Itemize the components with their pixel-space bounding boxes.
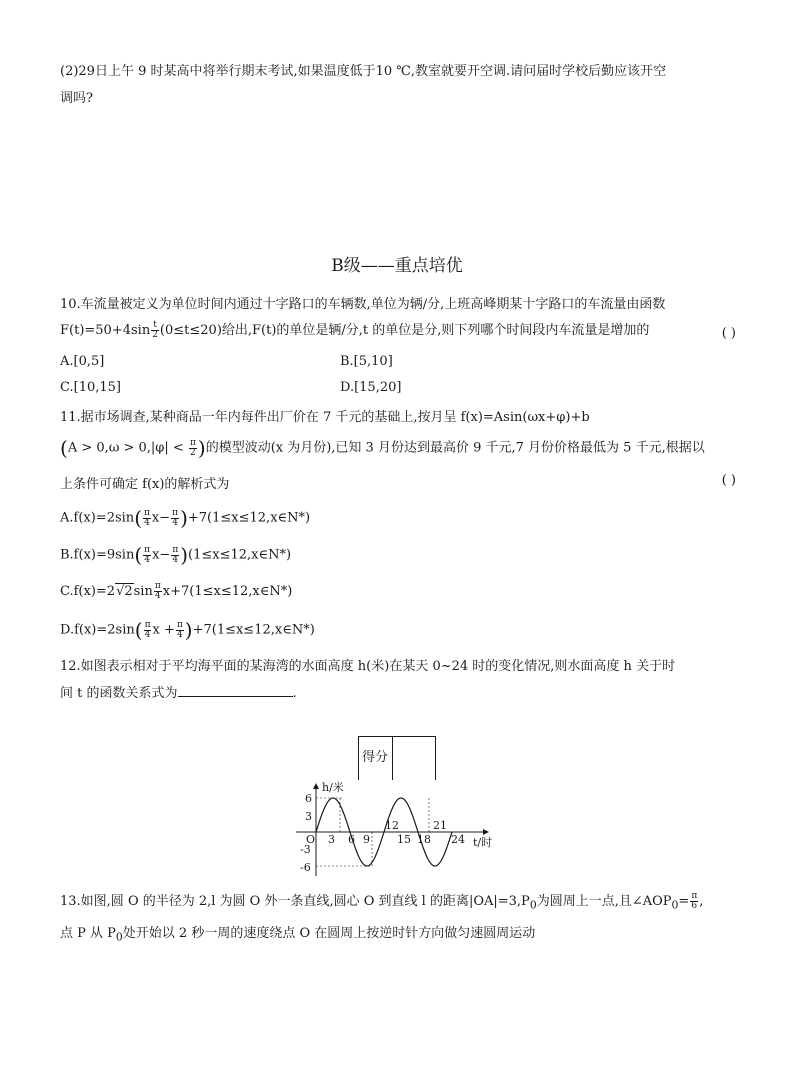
q11-line1: 11.据市场调查,某种商品一年内每件出厂价在 7 千元的基础上,按月呈 f(x)=Asin(ωx+φ)+b [60,410,590,425]
q10-formula-prefix: F(t)=50+4sin [60,323,151,338]
x-tick-15: 15 [397,833,411,846]
origin-label: O [306,833,316,846]
x-tick-6: 6 [348,833,355,846]
y-tick-neg6: -6 [300,861,311,874]
q11-answer-paren: ( ) [721,473,736,488]
q11-line3: 上条件可确定 f(x)的解析式为 [60,477,230,492]
q9-2-line2: 调吗? [60,91,93,106]
q11-option-a: A.f(x)=2sin( $\frac{\pi}{4}$ x− $\frac{\pi}{4}$ )+7(1≤x≤12,x∈N*) [60,506,311,530]
score-label: 得分 [362,750,389,765]
x-tick-12: 12 [385,819,399,832]
y-tick-6: 6 [305,792,312,805]
q10-frac-num: t [151,321,159,331]
tide-graph [290,780,505,880]
q10-option-c: C.[10,15] [60,380,121,395]
q11-line2-rest: 的模型波动(x 为月份),已知 3 月份达到最高价 9 千元,7 月份价格最低为 5 千元,根据以 [205,440,705,456]
q10-frac-den: 2 [152,330,158,340]
x-axis-label: t/时 [473,836,493,849]
q10-line2-rest: (0≤t≤20)给出,F(t)的单位是辆/分,t 的单位是分,则下列哪个时间段内车流量是增加的 [159,323,650,338]
y-tick-3: 3 [305,810,312,823]
q10-answer-paren: ( ) [721,326,736,341]
x-tick-21: 21 [433,819,447,832]
q11-option-b: B.f(x)=9sin( $\frac{\pi}{4}$ x− $\frac{\pi}{4}$ )(1≤x≤12,x∈N*) [60,543,292,567]
q12-line1: 12.如图表示相对于平均海平面的某海湾的水面高度 h(米)在某天 0~24 时的变化情况,则水面高度 h 关于时 [60,659,676,674]
q10-line1: 10.车流量被定义为单位时间内通过十字路口的车辆数,单位为辆/分,上班高峰期某十字路口的车流量由函数 [60,297,666,312]
q10-line2 [60,319,649,340]
q13-line1: 13.如图,圆 O 的半径为 2,l 为圆 O 外一条直线,圆心 O 到直线 l 的距离$|OA|=3,P_0$为圆周上一点,且$\angle AOP_0=$ $\frac{\pi}{6}$ , [60,891,704,912]
q10-option-b: B.[5,10] [340,354,393,369]
y-axis-label: h/米 [322,781,344,794]
q11-line2: (A > 0,ω > 0,|φ| < $\frac{\pi}{2}$ )的模型波动(x 为月份),已知 3 月份达到最高价 9 千元,7 月份价格最低为 5 千元,根据以 [60,436,705,460]
q12-answer-blank[interactable] [178,684,293,697]
score-label-cell [358,736,393,780]
section-heading: B级——重点培优 [331,256,463,276]
x-tick-3: 3 [328,833,335,846]
q11-cond-fraction: $\frac{\pi}{2}$ [189,437,196,458]
score-box [358,736,436,779]
q13-line2: 点 P 从 $P_0$处开始以 2 秒一周的速度绕点 O 在圆周上按逆时针方向做匀速圆周运动 [60,926,536,944]
score-entry-cell[interactable] [392,736,436,780]
x-tick-9: 9 [363,833,370,846]
x-tick-18: 18 [417,833,431,846]
q10-option-a: A.[0,5] [60,354,105,369]
q9-2-line1: (2)29日上午 9 时某高中将举行期末考试,如果温度低于10 ℃,教室就要开空调.请问届时学校后勤应该开空 [60,64,667,79]
x-tick-24: 24 [451,833,465,846]
q10-fraction [151,321,159,340]
y-tick-neg3: -3 [300,843,311,856]
q11-option-d: D.f(x)=2sin( $\frac{\pi}{4}$ x + $\frac{\pi}{4}$ )+7(1≤x≤12,x∈N*) [60,618,315,642]
q11-option-c: C.f(x)=2√2sin $\frac{\pi}{4}$ x+7(1≤x≤12,x∈N*) [60,581,293,601]
q12-line2: 间 t 的函数关系式为 . [60,686,297,701]
q10-option-d: D.[15,20] [340,380,402,395]
q11-condition: A > 0,ω > 0,|φ| < [67,440,184,456]
